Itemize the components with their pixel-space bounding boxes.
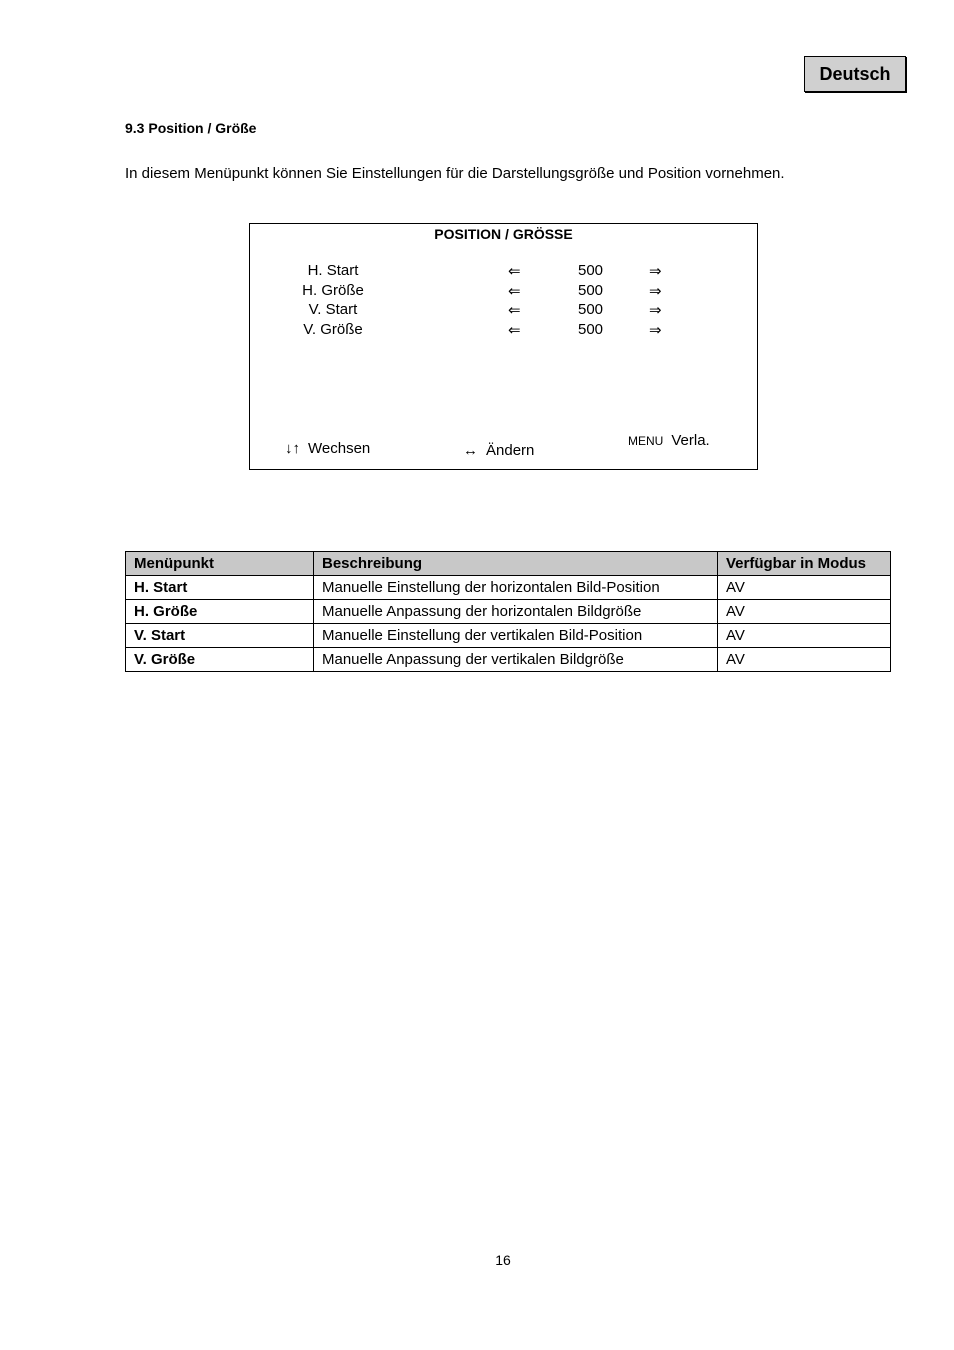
language-badge: Deutsch — [804, 56, 906, 92]
table-cell: Manuelle Einstellung der horizontalen Bild-Position — [314, 576, 718, 600]
menu-key-label: MENU — [628, 434, 664, 448]
osd-item-value: 500 — [578, 262, 604, 279]
arrow-left-icon: ⇐ — [508, 322, 521, 339]
table-row — [126, 648, 891, 672]
osd-item-label: H. Größe — [302, 282, 364, 299]
osd-hint-exit — [628, 432, 710, 449]
table-header-cell: Menüpunkt — [126, 552, 314, 576]
arrow-right-icon: ⇒ — [649, 263, 662, 280]
table-cell: AV — [718, 576, 891, 600]
osd-item-v-size — [250, 321, 757, 341]
page-number: 16 — [495, 1252, 511, 1268]
table-row — [126, 576, 891, 600]
osd-item-value: 500 — [578, 282, 604, 299]
osd-hint-switch-label: Wechsen — [308, 440, 371, 457]
table-cell: AV — [718, 600, 891, 624]
osd-item-label: H. Start — [307, 262, 359, 279]
table-cell: V. Größe — [126, 648, 314, 672]
arrow-left-icon: ⇐ — [508, 302, 521, 319]
osd-item-label: V. Größe — [303, 321, 363, 338]
table-cell: Manuelle Einstellung der vertikalen Bild-Position — [314, 624, 718, 648]
osd-menu-screen — [249, 223, 758, 470]
osd-title: POSITION / GRÖSSE — [434, 226, 573, 242]
osd-item-v-start — [250, 301, 757, 321]
osd-hint-switch — [285, 440, 370, 457]
osd-item-label: V. Start — [308, 301, 358, 318]
osd-item-h-size — [250, 282, 757, 302]
table-row — [126, 624, 891, 648]
arrow-left-icon: ⇐ — [508, 283, 521, 300]
arrow-right-icon: ⇒ — [649, 322, 662, 339]
arrow-right-icon: ⇒ — [649, 283, 662, 300]
arrow-right-icon: ⇒ — [649, 302, 662, 319]
osd-item-value: 500 — [578, 301, 604, 318]
intro-text: In diesem Menüpunkt können Sie Einstellungen für die Darstellungsgröße und Position vornehmen. — [125, 165, 785, 182]
menu-item-table — [125, 551, 891, 672]
table-cell: H. Größe — [126, 600, 314, 624]
left-right-arrow-icon: ↔ — [463, 442, 478, 459]
table-cell: V. Start — [126, 624, 314, 648]
osd-item-h-start — [250, 262, 757, 282]
table-header-cell: Beschreibung — [314, 552, 718, 576]
up-down-arrow-icon: ↓↑ — [285, 440, 300, 457]
osd-hint-change — [463, 442, 534, 459]
table-cell: AV — [718, 624, 891, 648]
table-row — [126, 600, 891, 624]
table-cell: H. Start — [126, 576, 314, 600]
table-cell: Manuelle Anpassung der vertikalen Bildgröße — [314, 648, 718, 672]
table-cell: Manuelle Anpassung der horizontalen Bildgröße — [314, 600, 718, 624]
osd-item-value: 500 — [578, 321, 604, 338]
table-cell: AV — [718, 648, 891, 672]
arrow-left-icon: ⇐ — [508, 263, 521, 280]
osd-hint-change-label: Ändern — [486, 442, 535, 459]
table-header-row — [126, 552, 891, 576]
section-title: 9.3 Position / Größe — [125, 120, 257, 136]
osd-hint-exit-label: Verla. — [671, 432, 710, 449]
table-header-cell: Verfügbar in Modus — [718, 552, 891, 576]
